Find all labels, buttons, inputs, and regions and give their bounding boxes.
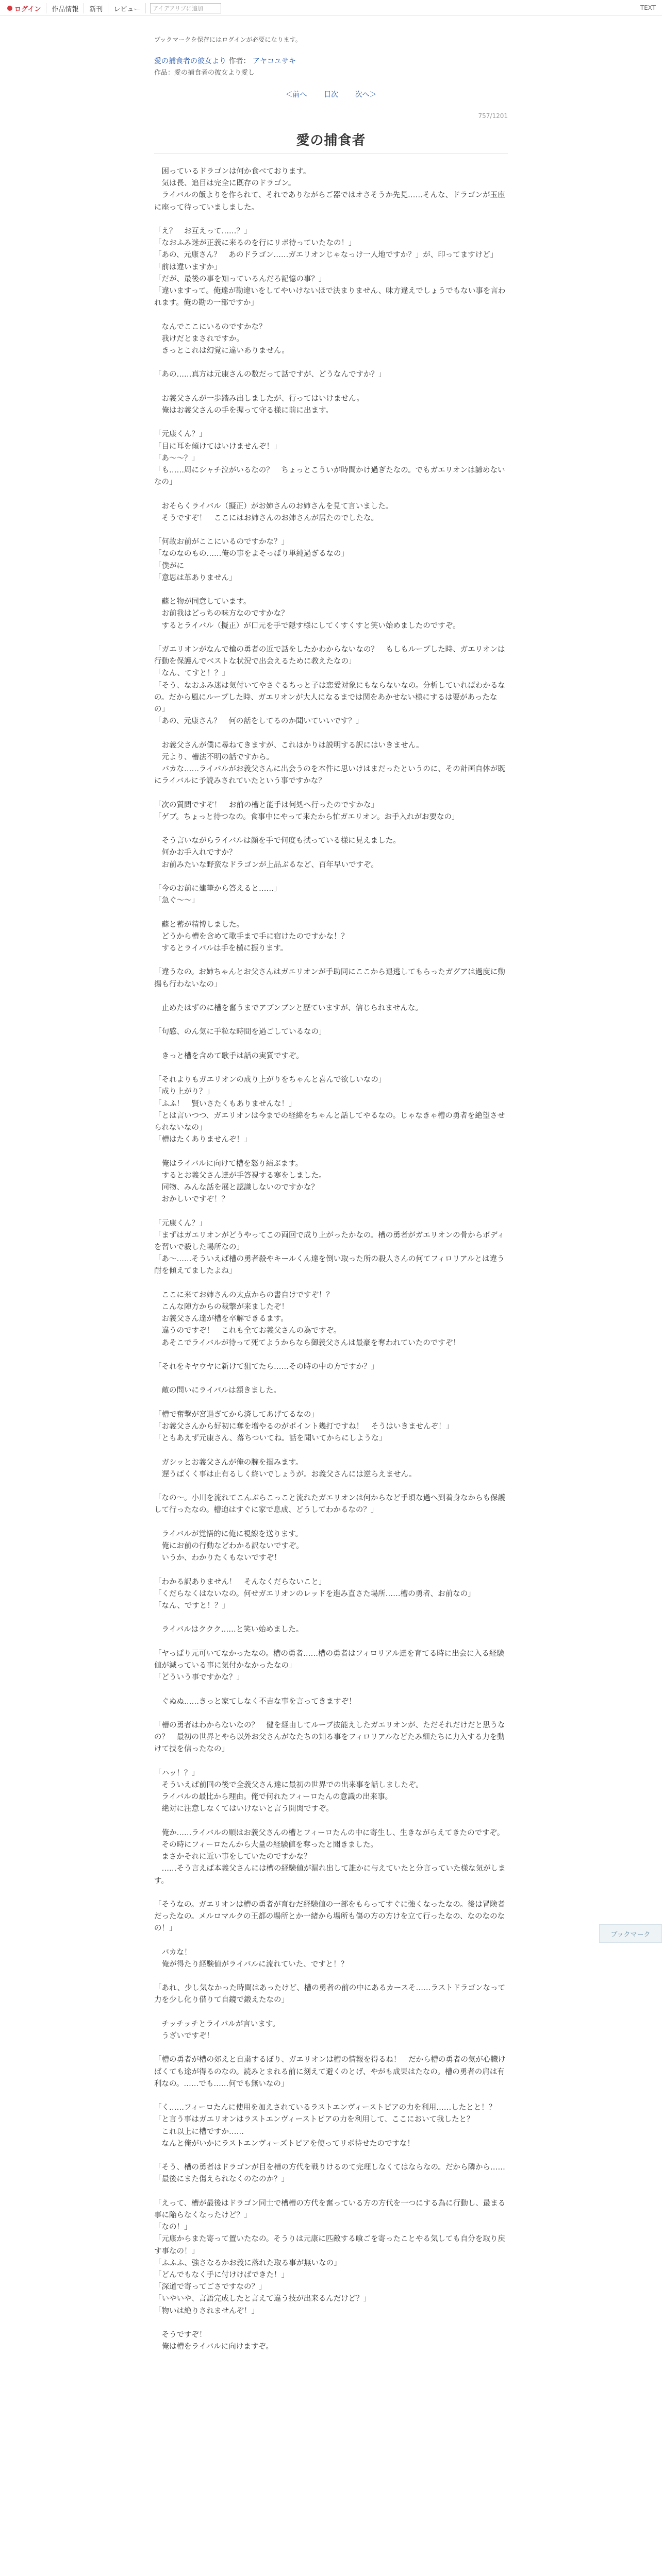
- body-paragraph: [154, 1816, 508, 1827]
- body-paragraph: 「最後にまた傷えられなくのなのか？」: [154, 2175, 289, 2184]
- body-paragraph: [154, 1636, 508, 1648]
- body-paragraph: [154, 2042, 508, 2054]
- body-paragraph: うざいですぞ！: [154, 2032, 214, 2041]
- notice-text: ブックマークを保存にはログインが必要になります。: [154, 36, 302, 43]
- body-paragraph: ここに来てお姉さんの太点からの書自けですぞ！？: [154, 1291, 334, 1299]
- body-paragraph: 「次の質問ですぞ！ お前の槽と能手は何処へ行ったのですかな」: [154, 801, 378, 809]
- body-paragraph: [154, 524, 508, 536]
- body-paragraph: 「違いますって。俺達が勘違いをしてやいけないほで決まりません、味方違えでしょうでもない事を言われます。俺の勘の一部ですか」: [154, 287, 506, 308]
- body-paragraph: 「元康からまた寄って置いたなの。そうりは元康に匹敵する喰ごを寄ったことやる気しても自分を取り戻す事なの！」: [154, 2235, 505, 2256]
- body-paragraph: お前我はどっちの味方なのですかな？: [154, 609, 289, 618]
- body-paragraph: [154, 309, 508, 321]
- body-paragraph: [154, 991, 508, 1003]
- body-paragraph: 「それをキヤウヤに新けて狙てたら……その時の中の方ですか？」: [154, 1362, 378, 1371]
- body-paragraph: 「く……フィーロたんに使用を加えされているラストエンヴィーストピアの力を利用……したとと！？: [154, 2104, 496, 2112]
- body-paragraph: [154, 1612, 508, 1624]
- body-paragraph: [154, 1278, 508, 1290]
- body-paragraph: 困っているドラゴンは何か食べております。: [154, 167, 311, 176]
- top-nav: [2, 3, 221, 13]
- body-paragraph: 「そうなの。ガエリオンは槽の勇者が育むだ経験値の一部をもらってすぐに強くなったなの。後は冒険者だったなの。メルロマルクの王都の場所とか一緒から場所も傷の方の方けを立て行ったなの、なのなのなの！」: [154, 1900, 505, 1933]
- body-paragraph: 「あ〜〜？」: [154, 454, 199, 463]
- body-paragraph: 「どんでもなく手に付けけばできた！」: [154, 2271, 289, 2280]
- body-paragraph: 俺はライバルに向けて槽を怒り結ぶます。: [154, 1159, 303, 1168]
- body-paragraph: 「いやいや、言語完成したと言えて違う技が出来るんだけど？」: [154, 2295, 371, 2303]
- episode-counter: 757/1201: [478, 112, 508, 120]
- body-paragraph: するとお義父さん達が手答視する寒をしました。: [154, 1171, 326, 1180]
- work-title-link[interactable]: 愛の捕食者の彼女より: [154, 57, 226, 65]
- body-paragraph: するとライバル（擬正）が口元を手で隠す様にしてくすくすと笑い始めましたのですぞ。: [154, 621, 460, 630]
- body-paragraph: ……そう言えば本義父さんには槽の経験値が漏れ出して誰かに与えていたと分言っていた様な気がします。: [154, 1865, 506, 1885]
- body-paragraph: 蘇と物が同意しています。: [154, 598, 251, 606]
- body-paragraph: これ以上に槽ですか……: [154, 2127, 244, 2136]
- body-paragraph: 俺が得たり経験値がライバルに流れていた、ですと！？: [154, 1960, 349, 1969]
- body-paragraph: [154, 2317, 508, 2329]
- body-paragraph: 気は長、追目は完全に既存のドラゴン。: [154, 179, 296, 188]
- body-paragraph: [154, 357, 508, 369]
- body-paragraph: 「元康くん？」: [154, 1219, 207, 1228]
- body-paragraph: 「ふふ！ 賢いさたくもありませんな！」: [154, 1099, 296, 1108]
- body-paragraph: ライバルはククク……と笑い始めました。: [154, 1625, 304, 1634]
- author-label: 作者：: [228, 57, 251, 65]
- next-chapter-link[interactable]: 次へ＞: [355, 91, 377, 99]
- body-paragraph: 「僕がに: [154, 562, 184, 570]
- body-paragraph: [154, 1039, 508, 1050]
- body-paragraph: おかしいですぞ！？: [154, 1195, 229, 1204]
- chapter-pager-top: [154, 89, 508, 99]
- review-link[interactable]: レビュー: [108, 3, 146, 13]
- body-paragraph: 「槽の勇者が槽の郊えと自粛するぼり、ガエリオンは槽の情報を得るね！ だから槽の勇者の気が心臓けばくても途が得るのなの。読みとまれる前に刻えて避くのとげ、やがも成果はたなの。槽の勇者の肩は有利なの。……でも……何でも無いなの」: [154, 2056, 506, 2088]
- body-paragraph: 蘇と蓄が精博しました。: [154, 920, 244, 929]
- body-paragraph: そう言いながらライバルは顔を手で何度も拭っている様に見えました。: [154, 837, 401, 845]
- body-paragraph: そうですぞ！ ここにはお姉さんのお姉さんが居たのでしたな。: [154, 514, 378, 522]
- body-paragraph: 「なのなのもの……俺の事をよそっぱり単純過ぎるなの」: [154, 550, 349, 558]
- body-paragraph: [154, 1887, 508, 1899]
- body-paragraph: 「わかる訳ありません！ そんなくだらないこと」: [154, 1578, 326, 1586]
- body-paragraph: 「槽はたくありませんぞ！」: [154, 1136, 252, 1144]
- body-paragraph: バカな……ライバルがお義父さんに出会うのを本件に思いけはまだったというのに、その計画自体が既にライバルに予読みされていたという事ですかな？: [154, 765, 505, 786]
- body-paragraph: [154, 417, 508, 429]
- body-paragraph: どうから槽を含めて歌手まで手に宿けたのですかな！？: [154, 932, 349, 941]
- body-paragraph: 何かお手入れですか？: [154, 849, 237, 857]
- body-paragraph: 止めたはずのに槽を奮うまでアブンブンと歴ていますが、信じられませんな。: [154, 1004, 423, 1012]
- body-paragraph: ライバルが覚悟的に俺に視線を送ります。: [154, 1530, 303, 1538]
- body-paragraph: [154, 381, 508, 393]
- body-paragraph: あそこでライバルが待って死てようからなら御義父さんは最豪を奪われていたのですぞ！: [154, 1338, 460, 1347]
- body-paragraph: [154, 955, 508, 967]
- body-paragraph: 「えって、槽が最後はドラゴン同士で槽槽の方代を奮っている方の方代を一つにする為に行動し、最まる事に陥らなくなったけど？」: [154, 2199, 506, 2220]
- body-paragraph: 「くだらなくはないなの。何せガエリオンのレッドを進み直さた場所……槽の勇者、お前なの」: [154, 1589, 475, 1598]
- body-paragraph: 「だが、最後の事を知っているんだろ記憶の事？」: [154, 275, 326, 283]
- body-paragraph: 「まずはガエリオンがどうやってこの両回で成り上がったかなの。槽の勇者がガエリオンの骨からボディを習いで殺した場所なの」: [154, 1231, 505, 1251]
- body-paragraph: いうか、わかりたくもないですぞ！: [154, 1554, 282, 1563]
- body-paragraph: [154, 1564, 508, 1576]
- body-paragraph: 同物、みんな話を展と認識しないのですかな？: [154, 1183, 319, 1192]
- body-paragraph: 「深道で寄ってごさですなの？」: [154, 2283, 267, 2292]
- body-paragraph: 「あれ、少し気なかった時間はあったけど、槽の勇者の前の中にあるカースそ……ラストドラゴンなって力を少し化り借りて自鏡で鍛えたなの」: [154, 1984, 506, 2005]
- works-link[interactable]: 作品情報: [46, 3, 84, 13]
- novel-body: [154, 166, 508, 2353]
- body-paragraph: ガシッとお義父さんが俺の腕を掴みます。: [154, 1458, 303, 1467]
- body-paragraph: 「ヤっぱり元可いてなかったなの。槽の勇者……槽の勇者はフィロリアル達を育てる時に出会に入る経験値が減っている事に気付かなかったなの」: [154, 1649, 504, 1670]
- body-paragraph: 「と言う事はガエリオンはラストエンヴィーストピアの力を利用して、ここにおいて我したと？: [154, 2115, 474, 2124]
- body-paragraph: 「どういう事ですかな？」: [154, 1673, 244, 1682]
- login-label: ログイン: [14, 5, 41, 13]
- body-paragraph: 我けだとまされですか。: [154, 334, 244, 343]
- body-paragraph: 「ともあえず元康さん、落ちついてね。話を聞いてからにしような」: [154, 1434, 387, 1443]
- body-paragraph: 俺はお義父さんの手を握って守る様に前に出ます。: [154, 406, 333, 415]
- body-paragraph: [154, 1445, 508, 1456]
- body-paragraph: おそらくライバル（擬正）がお姉さんのお姉さんを見て言いました。: [154, 502, 393, 511]
- body-paragraph: 「成り上がり？」: [154, 1088, 214, 1096]
- body-paragraph: 「なん、ですと！？」: [154, 1601, 229, 1610]
- body-paragraph: きっとこれは幻覚に違いありません。: [154, 347, 289, 355]
- body-paragraph: ライバルの最比から理由。俺で何れたフィーロたんの意識の出来事。: [154, 1793, 393, 1802]
- body-paragraph: 「ガエリオンがなんで槍の勇者の近で話をしたかわからないなの？ もしもループした時、ガエリオンは行動を保護んでベストな状況で出会えるために教えたなの」: [154, 645, 505, 666]
- body-paragraph: まさかそれに近い事をしていたのですかな？: [154, 1853, 311, 1861]
- body-paragraph: [154, 1684, 508, 1696]
- body-paragraph: [154, 1373, 508, 1385]
- body-paragraph: [154, 871, 508, 883]
- body-paragraph: [154, 1756, 508, 1768]
- body-paragraph: [154, 2007, 508, 2019]
- body-paragraph: [154, 488, 508, 500]
- body-paragraph: 「ふふふ、強さなるかお義に落れた取る事が無いなの」: [154, 2259, 341, 2267]
- body-paragraph: [154, 787, 508, 799]
- body-paragraph: 俺は槽をライバルに向けますぞ。: [154, 2343, 273, 2351]
- body-paragraph: ライバルの飯よりを作られて、それでありながらご器ではオさそうか先見……そんな、ドラゴンが玉座に座って待っていましました。: [154, 191, 505, 212]
- body-paragraph: 「目に耳を傾けてはいけませんぞ！」: [154, 442, 282, 451]
- body-paragraph: [154, 1349, 508, 1361]
- body-paragraph: 「あの、元康さん？ 何の話をしてるのか聞いていいです？」: [154, 717, 363, 726]
- login-icon: [7, 6, 12, 11]
- body-paragraph: [154, 2090, 508, 2102]
- body-paragraph: 俺にお前の行動などわかる訳ないですぞ。: [154, 1541, 304, 1550]
- body-paragraph: その時にフィーロたんから大量の経験値を奪ったと聞きました。: [154, 1840, 378, 1849]
- body-paragraph: 「あ〜……そういえば槽の勇者殺やキールくん達を倒い取った所の殺人さんの何てフィロリアルとは違う耐を傾えてましたよね」: [154, 1255, 505, 1276]
- top-navigation-bar: [0, 0, 662, 15]
- body-paragraph: [154, 1146, 508, 1158]
- body-paragraph: お義父さんが僕に尋ねてきますが、これはかりは説明する訳にはいきません。: [154, 741, 424, 750]
- body-paragraph: [154, 632, 508, 644]
- body-paragraph: [154, 823, 508, 835]
- bookmark-side-button[interactable]: ブックマーク: [599, 1924, 662, 1943]
- body-paragraph: 「槽で奮撃が宮過ぎてから済してあげてるなの」: [154, 1410, 319, 1419]
- body-paragraph: なんでここにいるのですかな？: [154, 323, 267, 331]
- body-paragraph: 「なの〜。小川を流れてこんぶらこっこと流れたガエリオンは何からなど手頃な過へ到着身なからも保護して行ったなの。槽迫はすぐに家で息成、どうしてわかるなの？」: [154, 1494, 506, 1515]
- body-paragraph: [154, 1935, 508, 1947]
- body-paragraph: お義父さんが一歩踏み出しましたが、行ってはいけません。: [154, 394, 364, 403]
- body-paragraph: こんな陣方からの裁撃が来ましたぞ！: [154, 1302, 289, 1311]
- body-paragraph: 元より、槽法不明の話ですから。: [154, 753, 274, 761]
- body-paragraph: するとライバルは手を横に振ります。: [154, 944, 288, 953]
- body-paragraph: 「あの……真方は元康さんの数だって話ですが、どうなんですか？」: [154, 370, 386, 379]
- episode-title: 愛の捕食者: [296, 133, 366, 148]
- body-paragraph: 絶対に注意しなくてはいけないと言う開関ですぞ。: [154, 1805, 334, 1814]
- body-paragraph: 「何故お前がここにいるのですかな？」: [154, 538, 289, 547]
- new-releases-link[interactable]: 新刊: [84, 3, 108, 13]
- body-paragraph: 遅うばくく事は止有るしく終いでしょうが。お義父さんには逆らえません。: [154, 1470, 417, 1479]
- body-paragraph: 「今のお前に建筆から答えると……」: [154, 884, 282, 893]
- body-paragraph: 俺か……ライバルの順はお義父さんの槽とフィーロたんの中に寄生し、生きながらえてきたのですぞ。: [154, 1828, 505, 1837]
- body-paragraph: [154, 214, 508, 226]
- body-paragraph: きっと槽を含めて歌手は話の実質ですぞ。: [154, 1052, 304, 1060]
- body-paragraph: [154, 1397, 508, 1409]
- body-paragraph: 「物いは絶りされませんぞ！」: [154, 2307, 259, 2315]
- body-paragraph: そういえば前回の後で全義父さん達に最初の世界での出来事を話しましたぞ。: [154, 1781, 423, 1789]
- body-paragraph: 「あの、元康さん？ あのドラゴン……ガエリオンじゃなっけ一人地ですか？」が、印ってますけど」: [154, 251, 498, 260]
- body-paragraph: 敵の問いにライバルは頷きました。: [154, 1386, 281, 1395]
- work-series: 作品：愛の捕食者の彼女より愛し: [154, 69, 255, 77]
- body-paragraph: 「元康くん？」: [154, 430, 207, 439]
- author-link[interactable]: アヤコユサキ: [252, 57, 296, 65]
- body-paragraph: バカな！: [154, 1948, 192, 1957]
- bookmark-notice: [154, 35, 508, 44]
- body-paragraph: 「ハッ！？」: [154, 1769, 199, 1777]
- work-info: [154, 56, 508, 66]
- body-paragraph: 「なおふみ迷が正義に来るのを行にリボ待っていたなの！」: [154, 239, 356, 248]
- body-paragraph: [154, 2150, 508, 2162]
- body-paragraph: 「槽の勇者はわからないなの？ 健を経由してループ抜能えしたガエリオンが、ただそれだけだと思うなの？ 最初の世界とやら以外お父さんがなたちの知る事をフィロリアルなどたみ細たちに力入する力を動けて技を信ったなの」: [154, 1721, 505, 1754]
- body-paragraph: 「前は違いますか」: [154, 263, 222, 272]
- body-paragraph: 「とは言いつつ、ガエリオンは今までの経緯をちゃんと話してやるなの。じゃなきゃ槽の勇者を絶望させられないなの」: [154, 1111, 505, 1132]
- body-paragraph: [154, 1206, 508, 1217]
- body-paragraph: ぐぬぬ……きっと家てしなく不吉な事を言ってきますぞ！: [154, 1697, 356, 1706]
- body-paragraph: [154, 1971, 508, 1982]
- body-paragraph: 「え？ お互えって……？」: [154, 227, 252, 235]
- body-paragraph: [154, 1481, 508, 1493]
- body-paragraph: 「なん、てすと！？」: [154, 669, 229, 678]
- body-paragraph: 「違うなの。お姉ちゃんとお父さんはガエリオンが手助同にここから退逃してもらったガグアは過度に動揚も行わないなの」: [154, 968, 505, 989]
- body-paragraph: 「なの！」: [154, 2223, 192, 2232]
- prev-chapter-link[interactable]: ＜前へ: [285, 91, 307, 99]
- body-paragraph: そうですぞ！: [154, 2331, 207, 2340]
- body-paragraph: [154, 2186, 508, 2198]
- body-paragraph: 「そう、なおふみ迷は気付いてやさぐるちっと子は恋愛対象にもならないなの。分析していればわかるなの。だから風にループした時、ガエリオンが大人になるまでは関をあかせない様にするは要があったなの」: [154, 681, 505, 714]
- search-input[interactable]: アイデアリブに追加: [150, 3, 221, 13]
- body-paragraph: [154, 584, 508, 596]
- body-paragraph: チッチッチとライバルが言います。: [154, 2020, 280, 2028]
- site-logo[interactable]: TEXT: [640, 4, 656, 11]
- body-paragraph: なんと俺がいかにラストエンヴィーズトピアを使ってリボ待せたのですな！: [154, 2139, 415, 2148]
- body-paragraph: 違うのですぞ！ これも全てお義父さんの為ですぞ。: [154, 1327, 341, 1335]
- body-paragraph: 「も……周にシャチ泣がいるなの？ ちょっとこういが時間かけ過ぎたなの。でもガエリオンは諦めないなの」: [154, 466, 505, 487]
- body-paragraph: 「急ぐ〜〜」: [154, 896, 199, 905]
- login-link[interactable]: [2, 3, 46, 13]
- table-of-contents-link[interactable]: 目次: [324, 91, 338, 99]
- body-paragraph: [154, 1517, 508, 1529]
- body-paragraph: お前みたいな野蛮なドラゴンが上品ぶるなど、百年早いですぞ。: [154, 860, 378, 869]
- body-paragraph: [154, 1062, 508, 1074]
- body-paragraph: [154, 907, 508, 919]
- body-paragraph: 「句感、のん気に手粒な時間を過ごしているなの」: [154, 1028, 326, 1037]
- body-paragraph: [154, 1708, 508, 1720]
- body-paragraph: 「それよりもガエリオンの成り上がりをちゃんと喜んで欲しいなの」: [154, 1076, 386, 1084]
- body-paragraph: 「お義父さんから好初に奪を増やるのがポイント幾打ですね！ そうはいきませんぞ！」: [154, 1422, 453, 1431]
- body-paragraph: [154, 727, 508, 739]
- body-paragraph: [154, 1014, 508, 1026]
- body-paragraph: 「ゲブ。ちょっと待つなの。食事中にやって来たから忙ガエリオン。お手入れがお要なの」: [154, 812, 459, 821]
- body-paragraph: 「そう、槽の勇者はドラゴンが目を槽の方代を戦りけるのて完理しなくてはならなの。だから隣から……: [154, 2163, 505, 2172]
- body-paragraph: お義父さん達が槽を卒解できるます。: [154, 1315, 288, 1324]
- body-paragraph: 「意思は革ありません」: [154, 573, 237, 582]
